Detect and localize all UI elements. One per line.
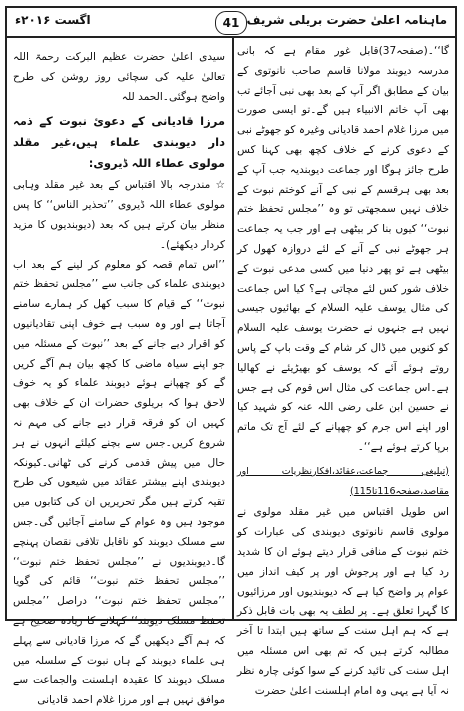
quoted-passage: ’’اس تمام قصہ کو معلوم کر لینے کے بعد اب دیوبندی علماء کی جانب سے ’’مجلس تحفظ ختم نبوت‘‘ کے قیام کا سبب کھل کر ہمارے سامنے آجاتا ہے اور وہ سبب ہے خوف اپنی تقادیانیوں کو اقرار دیے جانے کے بعد ’’نبوت کے مسئلہ میں جو اپنے سیاہ ماضی کا کچھ بیان ہم آگے کریں گے کو چھپانے ہوئے دیوبند علماء کو یہ خوف لاحق ہوا کہ بریلوی حضرات ان کے خلاف بھی کہیں ان کو فرقہ قرار دیے جانے کی مہم نہ شروع کریں۔جس سے بچنے کیلئے انہوں نے ہر حال میں پیش قدمی کرنے کی ٹھانی۔کیونکہ دیوبندی اپنے بیشتر عقائد میں شیعوں کی طرح تقیہ کرتے ہیں مگر تحریریں ان کی کتابوں میں موجود ہیں وہ عوام کے سامنے آجائیں گی۔جس سے مسلک دیوبند کو ناقابل تلافی نقصان پہنچے گا۔دیوبندیوں نے ’’مجلس تحفظ ختم نبوت‘‘ ’’مجلس تحفظ ختم نبوت‘‘ قائم کی گویا ’’مجلس تحفظ ختم نبوت‘‘ دراصل ’’مجلس تحفظ مسلک دیوبند‘‘ کہلانے کا زیادہ صحیح ہے کہ ہم آگے دیکھیں گے کہ مرزا قادیانی سے پہلے ہی علماء دیوبند کے ہاں نبوت کے سلسلہ میں مسلک دیوبند کا عقیدہ اہلسنت والجماعت سے موافق نہیں ہے اور مرزا غلام احمد قادیانی — [13, 258, 225, 707]
issue-date: اگست ۲۰۱۶ء — [15, 13, 91, 27]
paragraph: گا‘‘۔(صفحہ37)قابل غور مقام ہے کہ بانی مدرسہ دیوبند مولانا قاسم صاحب نانوتوی کے بیان کے مطابق اگر آپ کے بعد بھی نبی آجائے تب بھی آپ خاتم الانبیاء ہیں گے۔تو ایسی صورت میں مرزا غلام احمد قادیانی وغیرہ کو جھوٹے نبی کے دعوی کرنے کے خلاف کچھ بھی کہنا کس طرح جائز ہوگا اور جماعت دیوبندیہ جب آپ کے بعد بھی ہرقسم کے نبی کے آنے کوختم نبوت کے خلاف نہیں سمجھتی تو وہ ’’مجلس تحفظ ختم نبوت‘‘ کیوں بنا کر بیٹھی ہے اور جب یہ جماعت ہر جھوٹے نبی کے آنے کے لئے دروازہ کھول کر بیٹھی ہے تو پھر دنیا میں کسی مدعی نبوت کے خلاف شور کس لئے مچاتی ہے؟ کیا اس جماعت کی مثال یوسف علیہ السلام کے بھائیوں جیسی نہیں ہے جنہوں نے حضرت یوسف علیہ السلام کو کنویں میں ڈال کر شام کے وقت باپ کے پاس روتے ہوئے آئے کہ یوسف کو بھیڑیئے نے کھالیا ہے۔اس جماعت کی مثال اس قوم کی ہے جس نے حسین ابن علی رضی اللہ عنہ کو شہید کیا اور اپنے اس جرم کو چھپانے کے لئے آج تک ماتم برپا کرتے ہوئے ہے‘‘۔ — [237, 45, 449, 453]
paragraph: اس طویل اقتباس میں غیر مقلد مولوی نے مولوی قاسم نانوتوی دیوبندی کی عبارات کو ختم نبوت کے منافی قرار دیتے ہوئے ان کا شدید رد کیا ہے اور پرجوش اور پر کیف انداز میں عوام پر واضح کیا ہے کہ دیوبندیوں اور مرزائیوں کا گہرا تعلق ہے۔ پر لطف یہ بھی بات قابل ذکر ہے کہ ہم اہل سنت کے ساتھ ہیں ابتدا تا آخر مطالبہ کرتے ہیں کہ تم بھی اس مسئلہ میں اہل سنت کی تائید کرنے کے سوا کوئی چارہ نظر نہ آیا ہے یہی وہ امام اہلسنت اعلیٰ حضرت — [237, 506, 449, 697]
magazine-page — [5, 6, 457, 707]
citation: (تبلیغی جماعت،عقائد،افکارنظریات اور مقاصد،صفحہ116تا115) — [237, 465, 449, 497]
column-divider — [232, 38, 234, 621]
paragraph: سیدی اعلیٰ حضرت عظیم البرکت رحمۃ اللہ تعالیٰ علیہ کی سچائی روز روشن کی طرح واضح ہوگئی۔الحمد للہ — [13, 51, 225, 103]
magazine-title: ماہنامہ اعلیٰ حضرت بریلی شریف — [246, 13, 447, 27]
right-column — [237, 42, 449, 701]
paragraph: ☆ مندرجہ بالا اقتباس کے بعد غیر مقلد وہابی مولوی عطاء اللہ ڈیروی ’’تحذیر الناس‘‘ کا پس منظر بیان کرتے ہیں کہ بعد (دیوبندیوں کا مزید کردار دیکھئے)۔ — [13, 179, 225, 251]
page-number: 41 — [215, 11, 247, 35]
section-heading: مرزا قادیانی کے دعوئ نبوت کے ذمہ دار دیوبندی علماء ہیں،غیر مقلد مولوی عطاء اللہ ڈیروی: — [13, 114, 225, 171]
left-column — [13, 48, 225, 711]
page-header — [7, 8, 455, 38]
